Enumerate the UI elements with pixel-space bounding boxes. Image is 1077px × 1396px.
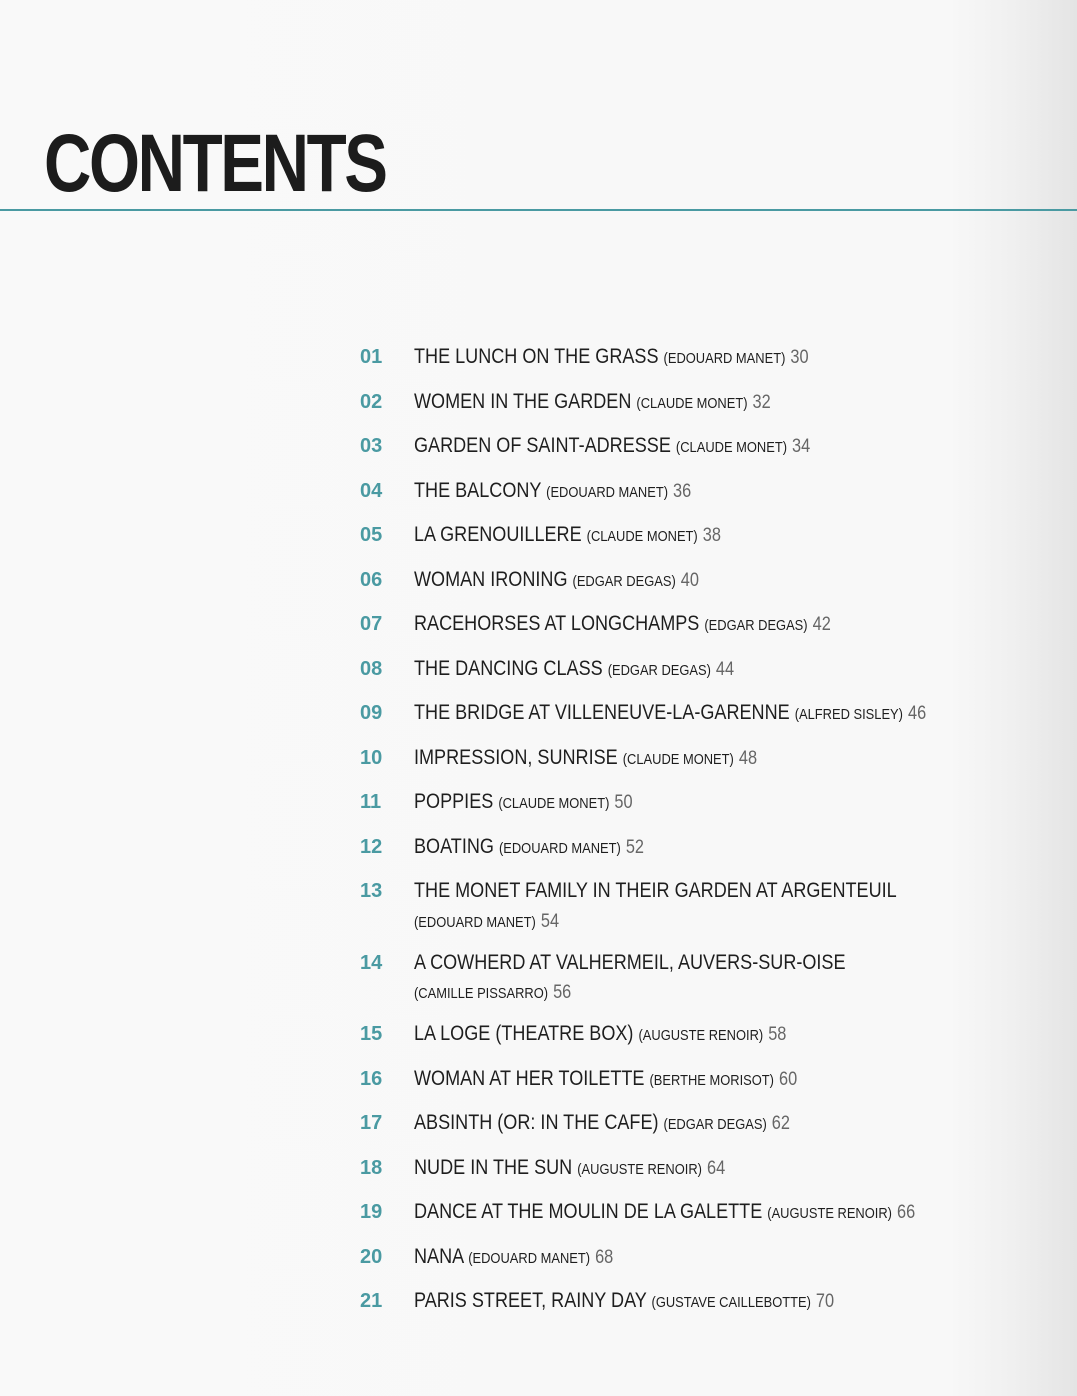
entry-page: 36	[673, 480, 692, 502]
entry-page: 68	[595, 1246, 614, 1268]
entry-page: 62	[771, 1113, 790, 1134]
entry-number: 17	[360, 1112, 383, 1134]
entry-page: 46	[907, 703, 927, 724]
toc-entry	[360, 567, 1050, 596]
entry-number: 04	[360, 479, 383, 502]
entry-title: THE BRIDGE AT VILLENEUVE-LA-GARENNE	[414, 701, 790, 724]
toc-entry	[360, 1288, 1050, 1317]
entry-number: 13	[360, 880, 383, 902]
entry-artist: (EDOUARD MANET)	[663, 350, 786, 367]
entry-artist: (AUGUSTE RENOIR)	[638, 1027, 764, 1044]
title-divider	[0, 209, 1077, 211]
entry-title: DANCE AT THE MOULIN DE LA GALETTE	[414, 1200, 763, 1223]
toc-entry	[360, 1021, 1050, 1050]
entry-artist: (CAMILLE PISSARRO)	[414, 985, 549, 1002]
entry-page: 32	[752, 391, 771, 413]
entry-page: 40	[680, 569, 699, 591]
toc-entry	[360, 789, 1050, 818]
entry-title: NUDE IN THE SUN	[414, 1155, 573, 1179]
entry-page: 54	[540, 910, 560, 932]
entry-title: ABSINTH (OR: IN THE CAFE)	[414, 1111, 659, 1134]
entry-title: GARDEN OF SAINT-ADRESSE	[414, 434, 671, 457]
toc-entry	[360, 1066, 1050, 1095]
entry-title: WOMAN AT HER TOILETTE	[414, 1066, 645, 1090]
entry-page: 30	[790, 347, 809, 368]
entry-number: 08	[360, 657, 383, 680]
entry-title: PARIS STREET, RAINY DAY	[414, 1289, 647, 1312]
toc-entry	[360, 389, 1050, 418]
entry-number: 01	[360, 346, 383, 368]
toc-entry	[360, 656, 1050, 685]
entry-number: 05	[360, 524, 383, 546]
entry-artist: (CLAUDE MONET)	[622, 750, 734, 768]
entry-artist: (GUSTAVE CAILLEBOTTE)	[651, 1294, 811, 1311]
entry-page: 56	[553, 982, 572, 1003]
entry-page: 52	[625, 836, 645, 858]
entry-title: BOATING	[414, 834, 494, 858]
toc-entry	[360, 1155, 1050, 1184]
entry-title: THE BALCONY	[414, 478, 542, 502]
entry-title: WOMEN IN THE GARDEN	[414, 389, 632, 413]
entry-title: NANA	[414, 1244, 464, 1268]
toc-entry	[360, 834, 1050, 863]
entry-page: 48	[738, 747, 758, 769]
entry-title: LA GRENOUILLERE	[414, 523, 582, 546]
entry-title: IMPRESSION, SUNRISE	[414, 745, 618, 769]
toc-entry	[360, 1199, 1050, 1228]
toc-entry	[360, 522, 1050, 551]
entry-artist: (EDOUARD MANET)	[468, 1249, 591, 1267]
toc-entry	[360, 745, 1050, 774]
entry-page: 44	[715, 658, 735, 680]
entry-number: 10	[360, 746, 383, 769]
toc-entry	[360, 1244, 1050, 1273]
toc-entry	[360, 433, 1050, 462]
entry-page: 58	[768, 1024, 787, 1045]
entry-number: 11	[360, 791, 382, 813]
entry-number: 12	[360, 835, 383, 858]
entry-artist: (CLAUDE MONET)	[498, 795, 610, 812]
entry-number: 02	[360, 390, 383, 413]
entry-artist: (EDOUARD MANET)	[414, 913, 536, 931]
entry-number: 16	[360, 1067, 383, 1090]
entry-title: THE DANCING CLASS	[414, 656, 603, 680]
entry-artist: (AUGUSTE RENOIR)	[577, 1160, 702, 1178]
toc-entry	[360, 950, 1050, 1006]
entry-number: 09	[360, 702, 383, 724]
toc-entry	[360, 478, 1050, 507]
entry-artist: (CLAUDE MONET)	[586, 528, 698, 545]
entry-artist: (EDGAR DEGAS)	[704, 617, 808, 634]
entry-number: 18	[360, 1156, 383, 1179]
entry-number: 07	[360, 613, 383, 635]
entry-artist: (AUGUSTE RENOIR)	[767, 1205, 892, 1222]
entry-artist: (CLAUDE MONET)	[675, 439, 788, 456]
entry-artist: (EDGAR DEGAS)	[572, 572, 676, 590]
entry-artist: (EDGAR DEGAS)	[663, 1116, 767, 1133]
table-of-contents	[360, 344, 1050, 1333]
entry-page: 34	[792, 436, 811, 457]
entry-number: 15	[360, 1023, 383, 1045]
entry-page: 60	[779, 1068, 798, 1090]
entry-title: A COWHERD AT VALHERMEIL, AUVERS-SUR-OISE	[414, 950, 846, 974]
entry-page: 66	[897, 1202, 916, 1223]
entry-artist: (EDOUARD MANET)	[498, 839, 621, 857]
entry-page: 64	[706, 1157, 726, 1179]
entry-artist: (EDGAR DEGAS)	[607, 661, 711, 679]
entry-artist: (BERTHE MORISOT)	[649, 1071, 774, 1089]
toc-entry	[360, 700, 1050, 729]
entry-title: RACEHORSES AT LONGCHAMPS	[414, 612, 700, 635]
entry-number: 14	[360, 951, 383, 974]
entry-number: 19	[360, 1201, 383, 1223]
entry-number: 03	[360, 435, 383, 457]
page-title: CONTENTS	[44, 118, 386, 209]
entry-page: 42	[812, 614, 831, 635]
entry-artist: (CLAUDE MONET)	[636, 394, 748, 412]
entry-page: 50	[614, 792, 633, 813]
entry-title: POPPIES	[414, 790, 494, 813]
entry-title: LA LOGE (THEATRE BOX)	[414, 1022, 634, 1045]
entry-title: THE LUNCH ON THE GRASS	[414, 345, 659, 368]
toc-entry	[360, 1110, 1050, 1139]
toc-entry	[360, 344, 1050, 373]
entry-number: 21	[360, 1290, 383, 1312]
entry-artist: (EDOUARD MANET)	[546, 483, 668, 501]
entry-title: THE MONET FAMILY IN THEIR GARDEN AT ARGENTEUIL	[414, 879, 897, 902]
entry-page: 38	[702, 525, 721, 546]
entry-artist: (ALFRED SISLEY)	[794, 706, 903, 723]
entry-number: 06	[360, 568, 383, 591]
entry-title: WOMAN IRONING	[414, 567, 568, 591]
entry-number: 20	[360, 1245, 383, 1268]
toc-entry	[360, 878, 1050, 934]
toc-entry	[360, 611, 1050, 640]
entry-page: 70	[815, 1291, 835, 1312]
